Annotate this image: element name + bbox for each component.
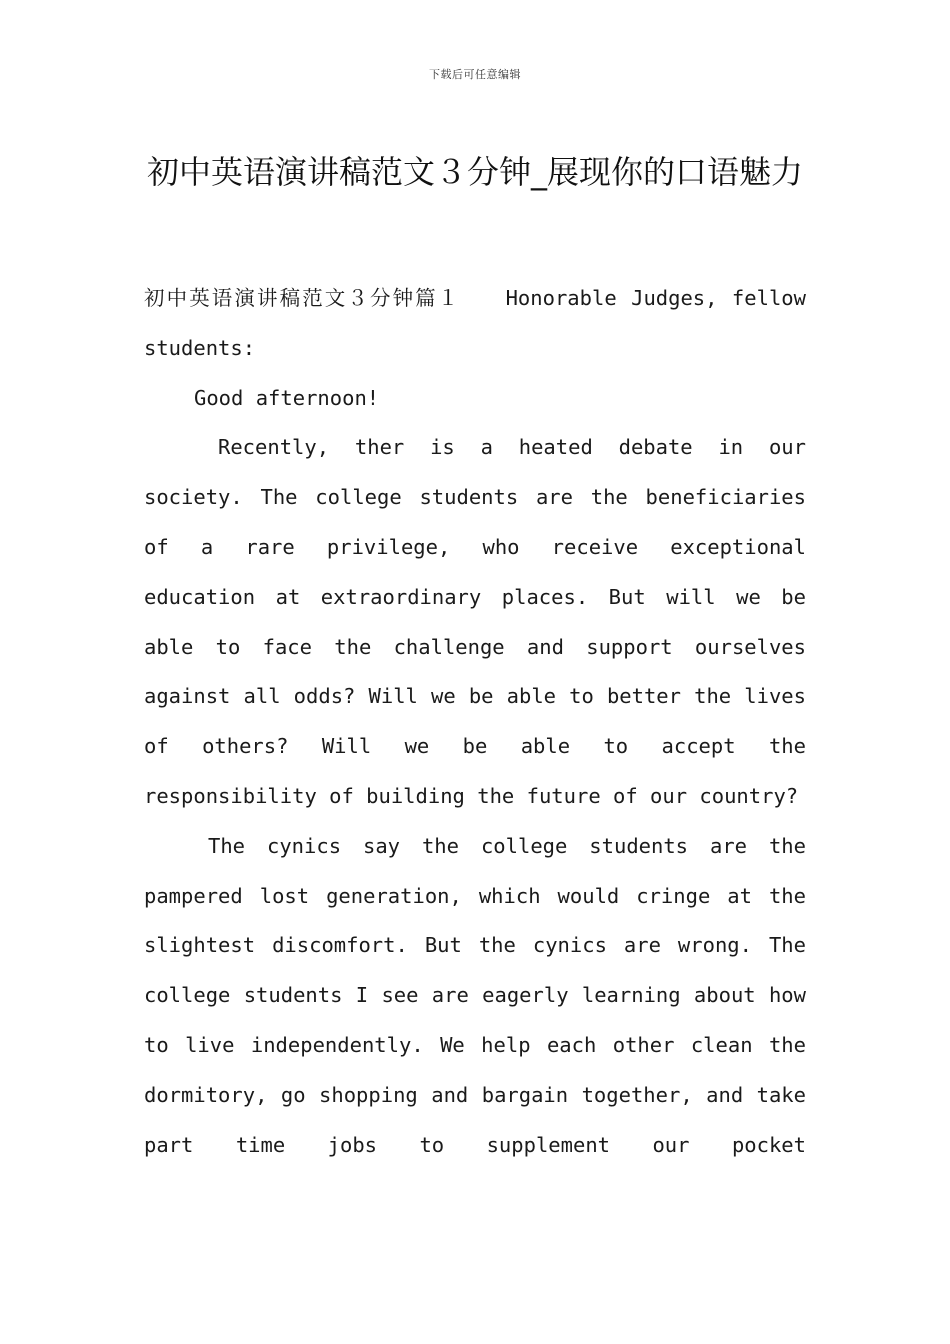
document-title: 初中英语演讲稿范文３分钟_展现你的口语魅力	[146, 153, 803, 192]
document-body	[144, 274, 806, 1170]
paragraph-cynics: The cynics say the college students are the pampered lost generation, which would cringe at the slightest discomfort. But the cynics are wrong. The college students I see are eagerly learning about how to live independently. We help each other clean the dormitory, go shopping and bargain together, and take part time jobs to supplement our pocket	[144, 833, 806, 1157]
paragraph-debate: Recently, ther is a heated debate in our society. The college students are the beneficiaries of a rare privilege, who receive exceptional education at extraordinary places. But will we be able to face the challenge and support ourselves against all odds? Will we be able to better the lives of others? Will we be able to accept the responsibility of building the future of our country?	[144, 435, 806, 808]
header-note: 下载后可任意编辑	[429, 68, 521, 81]
paragraph-greeting: 初中英语演讲稿范文３分钟篇１ Honorable Judges, fellow students:	[144, 286, 806, 360]
paragraph-salutation: Good afternoon!	[194, 385, 380, 410]
